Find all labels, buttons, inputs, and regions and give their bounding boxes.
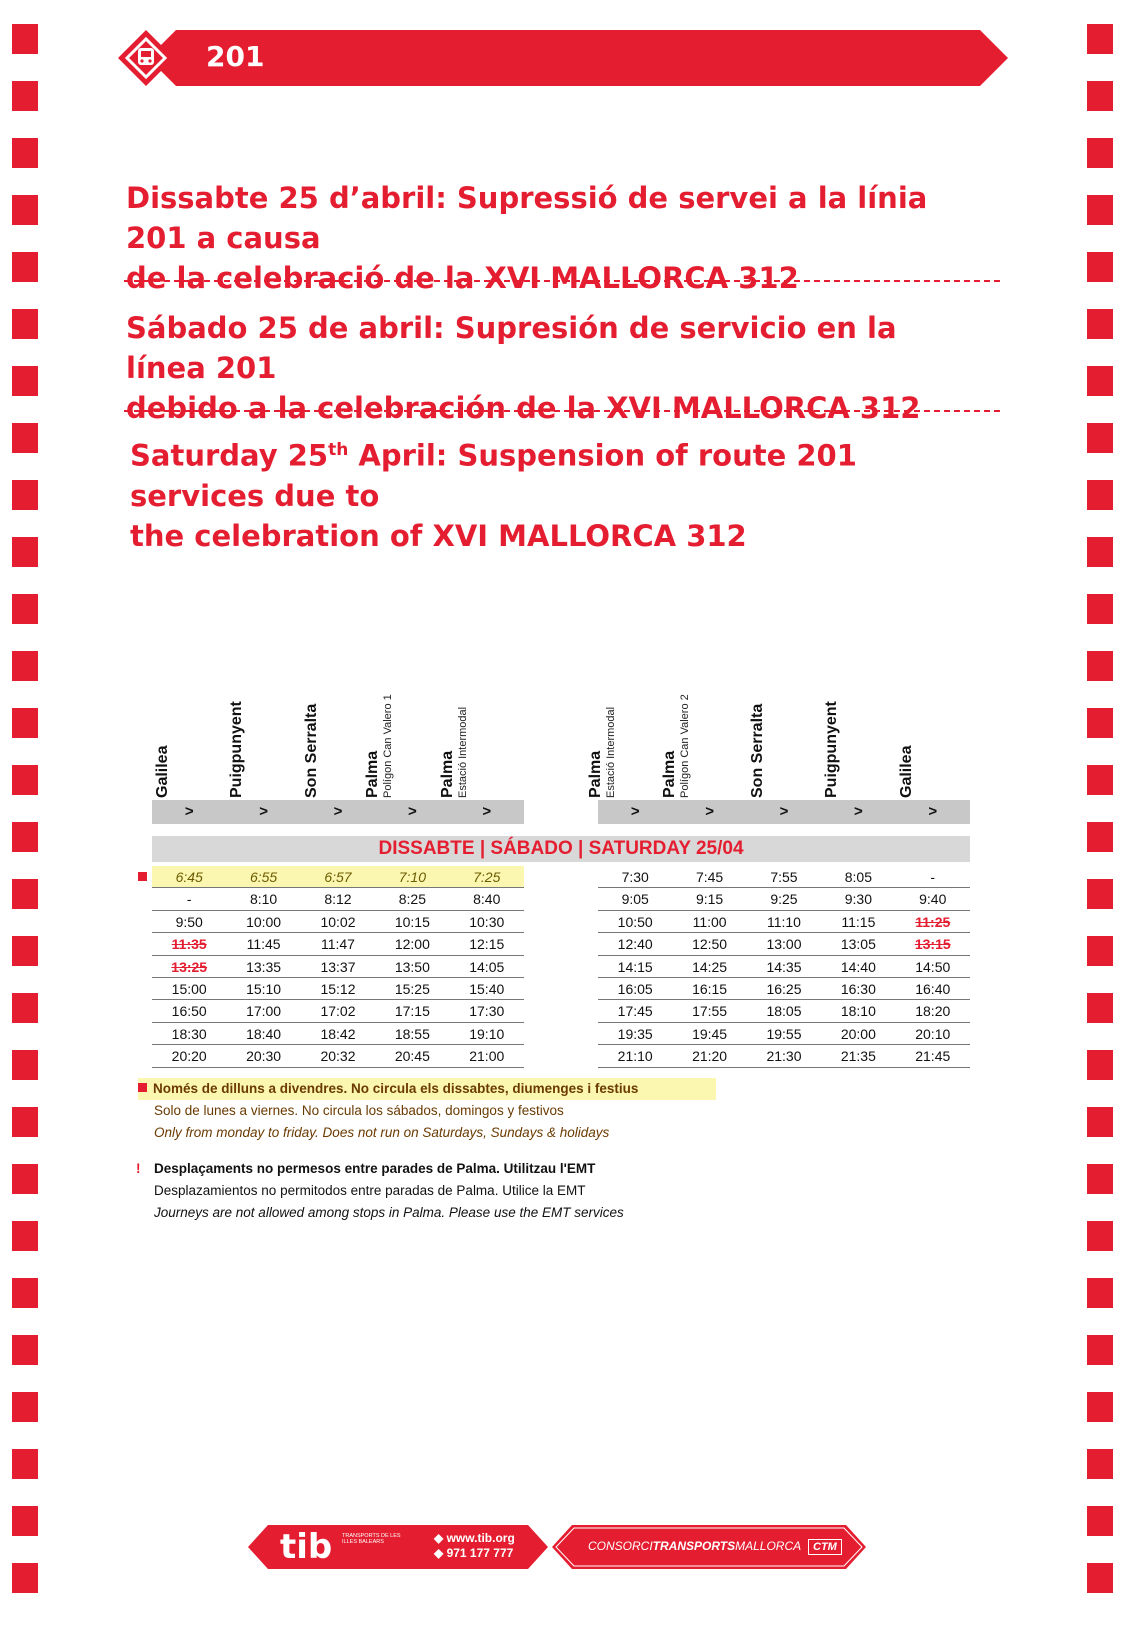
time-cell: 19:55: [766, 1025, 802, 1042]
stop-name: [898, 648, 916, 798]
border-square: [12, 1335, 38, 1365]
border-square: [1087, 1050, 1113, 1080]
outbound-table: [152, 650, 524, 1065]
direction-arrow-icon: >: [259, 803, 268, 820]
table-row: [152, 978, 524, 1000]
notice-english-text: Saturday 25: [130, 438, 329, 473]
left-border-pattern: [12, 24, 38, 1624]
inbound-stop-headers: [587, 650, 970, 798]
table-row: [598, 911, 970, 933]
time-cell: 18:55: [394, 1025, 430, 1042]
direction-arrow-icon: >: [482, 803, 492, 820]
time-cell: 15:12: [320, 980, 356, 997]
time-cell: 13:37: [320, 958, 356, 975]
border-square: [12, 1107, 38, 1137]
time-cell: 8:25: [398, 891, 426, 908]
stop-name-text: Son Serralta: [748, 703, 766, 798]
time-cell: -: [930, 869, 936, 885]
border-square: [1087, 708, 1113, 738]
time-cell: 10:02: [320, 913, 356, 930]
time-cell: 15:40: [469, 980, 505, 997]
phone-number: ◆ 971 177 777: [434, 1546, 514, 1560]
time-cell: 17:55: [692, 1003, 728, 1020]
stop-header: [821, 650, 895, 798]
stop-header: [226, 650, 300, 798]
stop-name: [661, 648, 692, 798]
border-square: [12, 708, 38, 738]
legend-palma-es: Desplazamientos no permitodos entre paradas de Palma. Utilice la EMT: [154, 1183, 586, 1198]
time-cell: 21:30: [766, 1048, 802, 1065]
table-row: [152, 933, 524, 955]
time-cell: 11:15: [841, 913, 876, 930]
border-square: [12, 480, 38, 510]
time-cell: 21:10: [617, 1048, 653, 1065]
border-square: [1087, 1278, 1113, 1308]
stop-name-text: Galilea: [154, 745, 171, 798]
tib-logo: tib: [280, 1527, 333, 1567]
border-square: [1087, 879, 1113, 909]
bus-icon: [138, 48, 154, 65]
border-square: [12, 879, 38, 909]
time-cell: 10:00: [246, 913, 282, 930]
border-square: [1087, 252, 1113, 282]
border-square: [1087, 138, 1113, 168]
legend-palma-en: Journeys are not allowed among stops in Palma. Please use the EMT services: [154, 1205, 624, 1220]
notice-english-line1: [130, 430, 990, 516]
time-cell: 20:10: [915, 1025, 951, 1042]
stop-name: [364, 648, 395, 798]
outbound-direction-arrows: [152, 800, 524, 824]
time-cell: 15:25: [394, 980, 430, 997]
table-row: [152, 1045, 524, 1067]
stop-name: [303, 648, 321, 798]
direction-arrow-icon: >: [407, 803, 417, 820]
table-row: [598, 866, 970, 888]
stop-header: [896, 650, 970, 798]
border-square: [1087, 537, 1113, 567]
time-cell: 14:40: [840, 958, 876, 975]
notice-catalan-line2: de la celebració de la XVI MALLORCA 312: [126, 261, 799, 295]
time-cell: 17:02: [320, 1003, 356, 1020]
time-cell: 16:15: [692, 980, 728, 997]
table-row: [152, 888, 524, 910]
time-cell: 9:30: [844, 891, 872, 908]
stop-name: [154, 648, 172, 798]
time-cell: 13:50: [394, 958, 430, 975]
border-square: [1087, 1335, 1113, 1365]
time-cell: 12:15: [469, 936, 505, 953]
time-cell: 19:45: [692, 1025, 728, 1042]
time-cell: 6:45: [175, 869, 203, 885]
time-cell: 20:20: [171, 1048, 207, 1065]
weekday-only-marker: [138, 872, 147, 881]
consortium-c: MALLORCA: [735, 1539, 802, 1553]
time-cell: -: [186, 891, 192, 908]
table-row: [598, 1023, 970, 1045]
border-square: [1087, 1449, 1113, 1479]
time-cell: 19:10: [469, 1025, 505, 1042]
direction-arrow-icon: >: [630, 803, 640, 820]
table-row: [598, 956, 970, 978]
table-row: [152, 1023, 524, 1045]
website-text: www.tib.org: [446, 1531, 515, 1545]
border-square: [1087, 81, 1113, 111]
border-square: [12, 1050, 38, 1080]
time-cell: 10:15: [394, 913, 430, 930]
table-row: [152, 866, 524, 888]
time-cell: 21:45: [915, 1048, 951, 1065]
time-cell: 12:00: [394, 936, 430, 953]
legend-weekday-ca: Només de dilluns a divendres. No circula els dissabtes, diumenges i festius: [153, 1081, 639, 1096]
notice-english-line2: the celebration of XVI MALLORCA 312: [130, 518, 747, 553]
time-cell: 13:15: [914, 936, 951, 953]
stop-name: [823, 648, 841, 798]
time-cell: 20:45: [394, 1048, 430, 1065]
time-cell: 10:30: [469, 913, 505, 930]
border-square: [1087, 822, 1113, 852]
exclamation-icon: !: [136, 1161, 141, 1176]
stop-name-text: Puigpunyent: [228, 701, 246, 798]
time-cell: 11:00: [692, 913, 727, 930]
stop-name-text: Palma: [364, 750, 382, 798]
stop-subtitle: Estació Intermodal: [605, 706, 617, 798]
border-square: [1087, 1563, 1113, 1593]
time-cell: 8:10: [249, 891, 278, 908]
legend-weekday-es: Solo de lunes a viernes. No circula los sábados, domingos y festivos: [154, 1103, 564, 1118]
border-square: [1087, 936, 1113, 966]
legend-square-icon: [138, 1083, 147, 1092]
stop-name: [749, 648, 767, 798]
time-cell: 21:35: [840, 1048, 876, 1065]
time-cell: 17:00: [246, 1003, 282, 1020]
border-square: [12, 1164, 38, 1194]
notice-english: [130, 430, 990, 556]
time-cell: 17:15: [394, 1003, 430, 1020]
table-row: [598, 1000, 970, 1022]
border-square: [12, 651, 38, 681]
border-square: [12, 138, 38, 168]
stop-name-text: Puigpunyent: [823, 701, 841, 798]
time-cell: 6:55: [249, 869, 278, 885]
border-square: [12, 81, 38, 111]
time-cell: 14:35: [766, 958, 802, 975]
footer-contact: [434, 1531, 515, 1561]
time-cell: 9:15: [695, 891, 724, 908]
time-cell: 21:20: [692, 1048, 728, 1065]
border-square: [12, 1449, 38, 1479]
border-square: [1087, 480, 1113, 510]
time-cell: 14:50: [915, 958, 951, 975]
footer-logos: [248, 1525, 868, 1569]
direction-arrow-icon: >: [184, 803, 194, 820]
table-row: [152, 911, 524, 933]
border-square: [1087, 24, 1113, 54]
border-square: [1087, 366, 1113, 396]
notice-spanish-line1: Sábado 25 de abril: Supresión de servicio en la línea 201: [126, 311, 897, 385]
border-square: [1087, 1392, 1113, 1422]
time-cell: 16:25: [766, 980, 802, 997]
border-square: [12, 936, 38, 966]
time-cell: 11:25: [915, 913, 951, 930]
time-cell: 14:05: [469, 958, 505, 975]
legend-palma-ca: Desplaçaments no permesos entre parades de Palma. Utilitzau l'EMT: [154, 1161, 596, 1176]
inbound-direction-arrows: [598, 800, 970, 824]
border-square: [12, 423, 38, 453]
stop-name: [228, 648, 246, 798]
border-square: [12, 1563, 38, 1593]
time-cell: 9:50: [175, 913, 203, 930]
outbound-stop-headers: [152, 650, 524, 798]
notice-english-superscript: th: [328, 440, 349, 460]
time-cell: 9:05: [621, 891, 649, 908]
time-cell: 18:10: [840, 1003, 876, 1020]
phone-text: 971 177 777: [446, 1546, 514, 1560]
time-cell: 10:50: [617, 913, 653, 930]
border-square: [12, 765, 38, 795]
time-cell: 20:32: [320, 1048, 356, 1065]
time-cell: 7:25: [473, 869, 501, 885]
table-row: [598, 933, 970, 955]
time-cell: 14:15: [617, 958, 653, 975]
time-cell: 14:25: [692, 958, 728, 975]
time-cell: 19:35: [617, 1025, 653, 1042]
time-cell: 13:25: [171, 958, 208, 975]
stop-name: [439, 648, 470, 798]
legend-weekday-only: [138, 1078, 716, 1144]
direction-arrow-icon: >: [928, 803, 938, 820]
time-cell: 18:40: [246, 1025, 282, 1042]
stop-subtitle: Polígon Can Valero 2: [679, 694, 692, 798]
table-row: [152, 956, 524, 978]
time-cell: 11:45: [246, 936, 281, 953]
time-cell: 16:50: [171, 1003, 207, 1020]
website-link[interactable]: ◆ www.tib.org: [434, 1531, 515, 1545]
time-cell: 17:30: [469, 1003, 505, 1020]
border-square: [12, 309, 38, 339]
tib-tagline: TRANSPORTS DE LES ILLES BALEARS: [342, 1533, 401, 1545]
border-square: [12, 537, 38, 567]
consortium-name: [588, 1539, 801, 1553]
time-cell: 7:55: [770, 869, 798, 885]
time-cell: 13:35: [246, 958, 282, 975]
border-square: [1087, 309, 1113, 339]
inbound-rows: [598, 866, 970, 1068]
notice-english-text-cont: April: Suspension of route 201 services due to: [130, 438, 857, 513]
time-cell: 8:12: [324, 891, 352, 908]
time-cell: 7:45: [695, 869, 724, 885]
border-square: [12, 594, 38, 624]
time-cell: 9:25: [770, 891, 798, 908]
time-cell: 6:57: [324, 869, 352, 885]
time-cell: 8:40: [473, 891, 501, 908]
stop-subtitle: Estació Intermodal: [456, 706, 469, 798]
consortium-b: TRANSPORTS: [652, 1539, 736, 1553]
consortium-a: CONSORCI: [588, 1539, 653, 1553]
border-square: [1087, 1164, 1113, 1194]
table-row: [598, 978, 970, 1000]
route-number: 201: [206, 40, 265, 73]
border-square: [12, 252, 38, 282]
border-square: [1087, 765, 1113, 795]
stop-name-text: Palma: [587, 750, 604, 798]
border-square: [1087, 594, 1113, 624]
time-cell: 13:00: [766, 936, 802, 953]
time-cell: 13:05: [840, 936, 876, 953]
time-cell: 18:42: [320, 1025, 356, 1042]
border-square: [12, 195, 38, 225]
time-cell: 15:10: [246, 980, 282, 997]
time-cell: 20:30: [246, 1048, 282, 1065]
border-square: [12, 24, 38, 54]
time-cell: 9:40: [919, 891, 947, 908]
border-square: [1087, 1221, 1113, 1251]
legend-weekday-en: Only from monday to friday. Does not run on Saturdays, Sundays & holidays: [154, 1125, 610, 1140]
time-cell: 12:40: [617, 936, 653, 953]
time-cell: 15:00: [171, 980, 207, 997]
divider: [124, 410, 1000, 412]
stop-name-text: Galilea: [897, 745, 915, 798]
time-cell: 17:45: [617, 1003, 653, 1020]
time-cell: 16:40: [915, 980, 951, 997]
time-cell: 12:50: [692, 936, 728, 953]
direction-arrow-icon: >: [779, 803, 789, 820]
day-label: DISSABTE | SÁBADO | SATURDAY 25/04: [152, 836, 970, 862]
divider: [124, 280, 1000, 282]
stop-header: [152, 650, 226, 798]
table-row: [152, 1000, 524, 1022]
border-square: [12, 1392, 38, 1422]
stop-header: [747, 650, 821, 798]
legend-palma-ca-row: [136, 1158, 624, 1180]
route-header: [118, 30, 1018, 86]
table-row: [598, 888, 970, 910]
border-square: [12, 993, 38, 1023]
time-cell: 20:00: [840, 1025, 876, 1042]
right-border-pattern: [1087, 24, 1113, 1624]
time-cell: 8:05: [844, 869, 872, 885]
time-cell: 11:10: [766, 913, 801, 930]
legend-weekday-ca-row: [138, 1078, 716, 1100]
border-square: [12, 366, 38, 396]
direction-arrow-icon: >: [853, 803, 863, 820]
direction-arrow-icon: >: [333, 803, 343, 820]
stop-name-text: Palma: [438, 750, 456, 798]
notice-spanish-line2: debido a la celebración de la XVI MALLORCA 312: [126, 391, 921, 425]
time-cell: 7:10: [398, 869, 426, 885]
border-square: [1087, 1506, 1113, 1536]
time-cell: 11:35: [171, 936, 207, 953]
time-cell: 18:30: [171, 1025, 207, 1042]
inbound-table: [587, 650, 970, 1065]
time-cell: 18:05: [766, 1003, 802, 1020]
time-cell: 18:20: [915, 1003, 951, 1020]
stop-subtitle: Polígon Can Valero 1: [382, 694, 395, 798]
stop-name: [587, 648, 618, 798]
border-square: [12, 822, 38, 852]
stop-header: [661, 650, 746, 798]
border-square: [1087, 993, 1113, 1023]
border-square: [1087, 651, 1113, 681]
stop-header: [438, 650, 524, 798]
border-square: [12, 1506, 38, 1536]
stop-name-text: Son Serralta: [302, 703, 320, 798]
ctm-logo: CTM: [808, 1539, 842, 1555]
stop-name-text: Palma: [661, 750, 679, 798]
time-cell: 7:30: [621, 869, 649, 885]
legend-palma-notice: [136, 1158, 624, 1224]
table-row: [598, 1045, 970, 1067]
border-square: [1087, 423, 1113, 453]
notice-catalan-line1: Dissabte 25 d’abril: Supressió de servei a la línia 201 a causa: [126, 181, 928, 255]
outbound-rows: [152, 866, 524, 1068]
border-square: [12, 1278, 38, 1308]
direction-arrow-icon: >: [705, 803, 714, 820]
border-square: [1087, 1107, 1113, 1137]
border-square: [1087, 195, 1113, 225]
time-cell: 16:05: [617, 980, 653, 997]
border-square: [12, 1221, 38, 1251]
time-cell: 11:47: [320, 936, 355, 953]
time-cell: 21:00: [469, 1048, 505, 1065]
time-cell: 16:30: [840, 980, 876, 997]
